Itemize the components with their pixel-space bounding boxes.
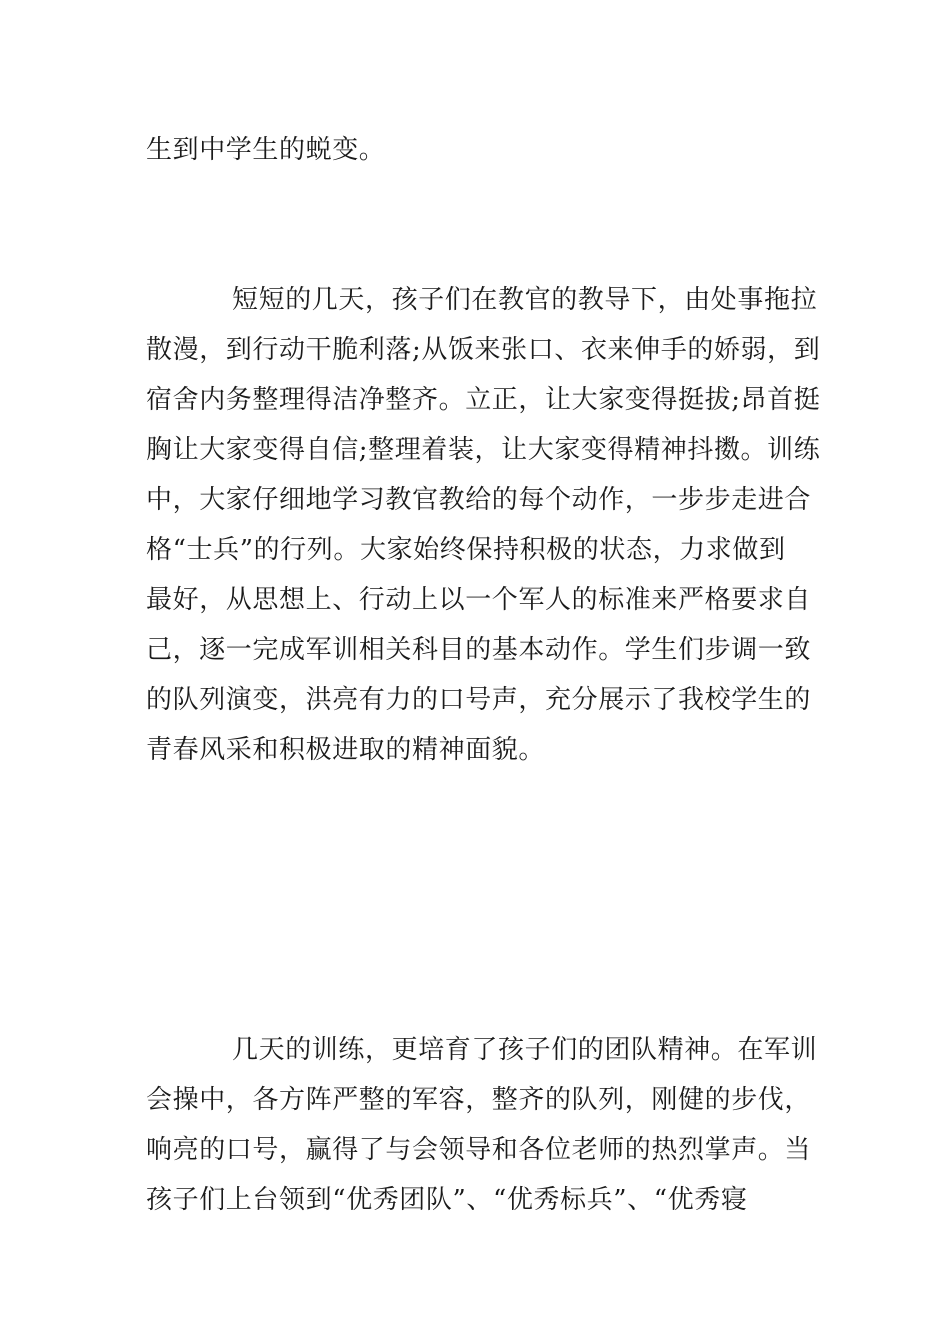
paragraph-2-line-6: 格“士兵”的行列。大家始终保持积极的状态，力求做到 bbox=[146, 535, 786, 565]
paragraph-2-line-1: 短短的几天，孩子们在教官的教导下，由处事拖拉 bbox=[232, 285, 818, 315]
paragraph-3-line-4: 孩子们上台领到“优秀团队”、“优秀标兵”、“优秀寝 bbox=[146, 1185, 748, 1215]
paragraph-2-line-3: 宿舍内务整理得洁净整齐。立正，让大家变得挺拔;昂首挺 bbox=[146, 385, 821, 415]
paragraph-1-line-1: 生到中学生的蜕变。 bbox=[146, 135, 386, 165]
paragraph-3-line-3: 响亮的口号，赢得了与会领导和各位老师的热烈掌声。当 bbox=[146, 1135, 812, 1165]
paragraph-2-line-2: 散漫，到行动干脆利落;从饭来张口、衣来伸手的娇弱，到 bbox=[146, 335, 821, 365]
paragraph-3-line-2: 会操中，各方阵严整的军容，整齐的队列，刚健的步伐， bbox=[146, 1085, 812, 1115]
paragraph-2-line-4: 胸让大家变得自信;整理着装，让大家变得精神抖擞。训练 bbox=[146, 435, 821, 465]
paragraph-2-line-9: 的队列演变，洪亮有力的口号声，充分展示了我校学生的 bbox=[146, 685, 812, 715]
paragraph-2-line-8: 己，逐一完成军训相关科目的基本动作。学生们步调一致 bbox=[146, 635, 812, 665]
paragraph-3-line-1: 几天的训练，更培育了孩子们的团队精神。在军训 bbox=[232, 1035, 818, 1065]
paragraph-2-line-7: 最好，从思想上、行动上以一个军人的标准来严格要求自 bbox=[146, 585, 812, 615]
paragraph-2-line-5: 中，大家仔细地学习教官教给的每个动作，一步步走进合 bbox=[146, 485, 812, 515]
paragraph-2-line-10: 青春风采和积极进取的精神面貌。 bbox=[146, 735, 546, 765]
